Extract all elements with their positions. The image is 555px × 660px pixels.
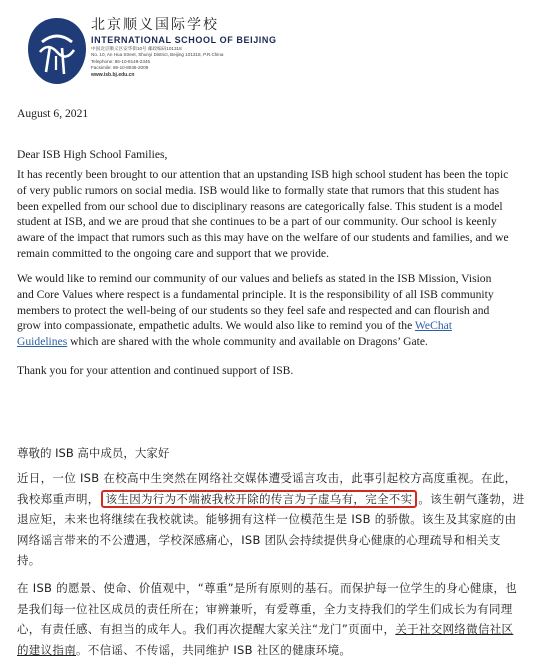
text-line: aware of the impact that rumors such as this may have on the welfare of our students and families, and we bbox=[17, 231, 509, 245]
highlighted-statement: 该生因为行为不端被我校开除的传言为子虚乌有，完全不实 bbox=[101, 490, 418, 508]
address-line: 中国北京顺义区安华街10号 邮政编码101318 bbox=[91, 46, 182, 51]
text-line: members to protect the well-being of our students so they feel safe and respected and can flourish and bbox=[17, 303, 490, 317]
text-line: We would like to remind our community of our values and beliefs as stated in the ISB Mission, Vision bbox=[17, 272, 492, 285]
text-line bbox=[17, 334, 537, 350]
website: www.isb.bj.edu.cn bbox=[91, 71, 135, 78]
letter-date: August 6, 2021 bbox=[17, 107, 89, 120]
paragraph-1 bbox=[17, 167, 537, 262]
school-name-english: INTERNATIONAL SCHOOL OF BEIJING bbox=[91, 35, 277, 45]
text-line: 是我们每一位社区成员的责任所在；审辨兼听，有爱尊重，全力支持我们的学生们成长为有同理 bbox=[17, 601, 513, 616]
facsimile-line: Facsimile: 86-10-8046-2009 bbox=[91, 65, 149, 71]
text-fragment: grow into compassionate, empathetic adults. We would also like to remind you of the bbox=[17, 319, 413, 333]
text-line: of very public rumors on social media. ISB would like to formally state that rumors that this student has bbox=[17, 183, 500, 197]
salutation-chinese: 尊敬的 ISB 高中成员，大家好 bbox=[17, 446, 170, 460]
text-line: been expelled from our school due to disciplinary reasons are categorically false. This student is a model bbox=[17, 199, 503, 213]
wechat-guidelines-link[interactable]: Guidelines bbox=[17, 335, 68, 349]
text-fragment: 。不信谣、不传谣，共同维护 ISB 社区的健康环境。 bbox=[76, 642, 352, 657]
text-line: student at ISB, and we are proud that she continues to be a part of our community. Our school is keenly bbox=[17, 215, 497, 229]
text-line: 近日，一位 ISB 在校高中生突然在网络社交媒体遭受谣言攻击，此事引起校方高度重视。在此， bbox=[17, 471, 517, 485]
school-logo bbox=[26, 16, 88, 86]
school-name-chinese: 北京顺义国际学校 bbox=[91, 17, 219, 33]
text-line: 在 ISB 的愿景、使命、价值观中，“尊重”是所有原则的基石。而保护每一位学生的身心健康，也 bbox=[17, 581, 518, 595]
letterhead bbox=[91, 17, 391, 79]
address-line: No. 10, An Hua Street, Shunyi District, Beijing 101318, P.R.China bbox=[91, 52, 224, 58]
text-line: and Core Values where respect is a fundamental principle. It is the responsibility of all ISB community bbox=[17, 287, 494, 301]
text-line: 退应矩，未来也将继续在我校就读。能够拥有这样一位模范生是 ISB 的骄傲。该生及其家庭的由 bbox=[17, 512, 517, 527]
salutation-english: Dear ISB High School Families, bbox=[17, 148, 168, 161]
guidelines-link-chinese[interactable]: 关于社交网络微信社区 bbox=[395, 622, 514, 637]
text-line bbox=[17, 619, 539, 640]
chinese-paragraph-2 bbox=[17, 578, 539, 660]
text-line: 网络谣言带来的不公遭遇，学校深感痛心，ISB 团队会持续提供身心健康的心理疏导和相关支 bbox=[17, 532, 501, 547]
paragraph-3: Thank you for your attention and continued support of ISB. bbox=[17, 364, 294, 377]
text-line bbox=[17, 318, 537, 334]
wechat-guidelines-link[interactable]: WeChat bbox=[414, 319, 452, 333]
text-fragment: 我校郑重声明， bbox=[17, 491, 100, 506]
text-line bbox=[17, 489, 539, 510]
guidelines-link-chinese[interactable]: 的建议指南 bbox=[17, 642, 76, 657]
text-fragment: 心，有责任感、有担当的成年人。我们再次提醒大家关注“龙门”页面中， bbox=[17, 622, 396, 637]
text-fragment: which are shared with the whole community and available on Dragons’ Gate. bbox=[67, 335, 428, 349]
text-line: 持。 bbox=[17, 553, 41, 568]
paragraph-2 bbox=[17, 271, 537, 350]
chinese-paragraph-1 bbox=[17, 468, 539, 571]
text-line: remain committed to the ongoing care and support that we provide. bbox=[17, 246, 329, 260]
text-line: It has recently been brought to our attention that an upstanding ISB high school student has been the topic bbox=[17, 168, 509, 181]
text-fragment: 。该生朝气蓬勃，进 bbox=[418, 491, 525, 506]
text-line bbox=[17, 640, 539, 660]
telephone-line: Telephone: 86-10-8149-2345 bbox=[91, 58, 151, 64]
